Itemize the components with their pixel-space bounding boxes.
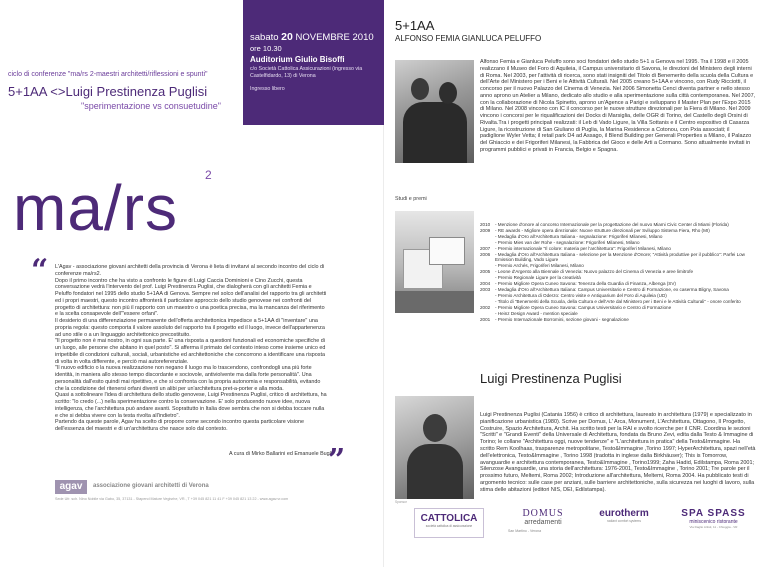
intro-paragraph: "Il progetto non è mai nostro, in ogni sua parte. E' una risposta a questioni funzionali ed economiche specifiche di un luogo, alle persone che abitano in quel posto". Si afferma il primato del contesto inteso come insieme unico ed irripetibile di condizioni culturali, sociali, urbanistiche ed architettoniche che concorrono a identificare una risposta di volta in volta differente, e perciò mai autoreferenziale. bbox=[55, 338, 326, 365]
sponsor-domus-loc: San Martino - Verona bbox=[508, 529, 542, 533]
award-year: 2001 bbox=[480, 316, 491, 322]
award-year: 2009 bbox=[480, 227, 491, 233]
agav-address: Sede Ufr. sch. Nino Nobile via Gabo, 35, 37131 - Stapend Mature Vegisrhe, VR., T +39 045 821 11 41 F +39 045 821 13 22 - www.agav.vr.com bbox=[55, 497, 289, 501]
event-venue: Auditorium Giulio Bisoffi bbox=[250, 55, 345, 64]
quote-close-icon: ” bbox=[328, 443, 346, 478]
sponsor-domus-name: DOMUS bbox=[522, 508, 564, 519]
sponsor-label: Sponsor bbox=[395, 500, 407, 504]
sponsor-eurotherm bbox=[592, 508, 656, 523]
date-suffix: NOVEMBRE 2010 bbox=[295, 32, 374, 43]
award-text: - Menzione d'onore al concorso Internazionale per la progettazione del nuovo Miami Civic Center di Miami (Florida) bbox=[495, 222, 729, 227]
sponsor-cattolica bbox=[414, 508, 484, 538]
critic-photo bbox=[395, 396, 474, 499]
founders-photo bbox=[395, 60, 474, 163]
intro-paragraph: Quasi a sottolineare l'idea di architettura dello studio genovese, Luigi Prestinenza Puglisi, critico di architettura, ha scritto: "lo credo (...) nella sperimentazione contro la conservazione. E' solo producendo nuove idee, nuova intelligenza, che l'architettura può andare avanti. Soprattutto in Italia dove sembra che non si debba toccare nulla e che si debba vivere con la testa rivolta all'indietro". bbox=[55, 392, 327, 419]
award-row bbox=[480, 317, 756, 323]
sponsor-spaspass bbox=[671, 508, 756, 529]
sponsor-cattolica-name: CATTOLICA bbox=[420, 513, 478, 524]
award-text: - RE awards - Migliore opera direzionale: Nuove strutture direzionali per Sviluppo Sistema Fiera, Rho (MI) bbox=[495, 227, 710, 233]
mars-logo-sup: 2 bbox=[205, 168, 212, 182]
award-text: - Medaglia d'Oro all'Architettura Italiana: Campus Universitario e Centro di Formazione, ex caserma Bligny, Savona bbox=[495, 286, 729, 292]
sponsor-domus bbox=[508, 508, 578, 533]
building-photo bbox=[395, 211, 474, 313]
sponsor-eurotherm-sub: radiant comfort systems bbox=[607, 519, 641, 523]
award-text: - Premio Migliore Opera Cuneo Savona: Tenenza della Guardia di Finanza, Albenga (SV) bbox=[495, 281, 676, 287]
event-free-entry: Ingresso libero bbox=[250, 86, 285, 92]
critic-bio: Luigi Prestinenza Puglisi (Catania 1956) è critico di architettura, laureato in architettura (1979) e specializzato in pianificazione urbanistica (1980). Scrive per Domus, L' Arca, Monument, L'Architettura, Ottagono, Il Progetto, Costruire, Spazio Architettura, Archit. Ha scritto testi per la RAI e svolto ricerche per il CNR. Coordina le sezioni "Scritti" e "Grandi Eventi" della Universale di Architettura, fondata da Bruno Zevi, edita dalla Testo & Immagine di Torino; le collane "Architettura oggi, nuove tendenze" e "L'architettura in pratica" della Testo&Immagine. Ha scritto Rem Koolhaas, trasparenze metropolitane, Testo&Immagine ,Torino 1997; HyperArchitettura, spazi nell'età dell'elettronica, Testo&Immagine , Torino 1998 (tradotta in inglese dalla Birkhäuser); This is Tomorrow, avanguardie e architettura contemporanea, Testo&Immagine , Torino1999; Zaha Hadid, Edilstampa, Roma 2001; Silenzose Avanguardie, una storia dell'architettura: 1976-2001, Testo&Immagine , Torino 2001; Tre parole per il prossimo futuro, Meltemi, Roma 2002; Introduzione all'architettura, Meltemi, Roma 2004. Ha pubblicato testi di argomento tecnico: sulle case per anziani, sulle barriere architettoniche, sulla sicurezza nei luoghi di lavoro, sulla stima delle abitazioni (editori NIS, DEI, Edilstampa). bbox=[480, 412, 756, 493]
award-year: 2005 bbox=[480, 269, 491, 275]
award-text: - Premio internazionale "Il colore: materia per l'architettura": Frigoriferi Milanesi, Milano bbox=[495, 245, 671, 251]
award-year: 2007 bbox=[480, 245, 491, 251]
intro-paragraph: L'Agav - associazione giovani architetti della provincia di Verona è lieta di invitarvi al secondo incontro del ciclo di conferenze ma/rs2. bbox=[55, 264, 325, 277]
sponsor-cattolica-sub: società cattolica di assicurazione bbox=[425, 524, 473, 528]
intro-paragraph: Il desiderio di una differenziazione permanente dell'offerta architettonica impedisce a 5+1AA di "inventare" una propria regola: questo comporta il valore assoluto del rapporto tra il progetto ed il luogo, invece dell'appartenenza ad uno stile o a un linguaggio architettonico precostituito. bbox=[55, 318, 325, 338]
credits: A cura di Mirko Ballarini ed Emanuele Bugli bbox=[229, 451, 333, 457]
awards-list bbox=[480, 222, 756, 322]
award-text: - Premio Migliore Opera Cuneo Savona: Campus Universitario e Centro di Formazione bbox=[495, 304, 672, 310]
mars-logo: ma/rs bbox=[13, 172, 178, 244]
award-text: - Premio Mies van der Rohe - segnalazione: Frigoriferi Milanesi, Milano bbox=[495, 239, 640, 245]
award-text: - Medaglia d'Oro all'Architettura Italiana - segnalazione: Frigoriferi Milanesi, Milano bbox=[495, 233, 663, 239]
award-row bbox=[480, 252, 756, 264]
award-text: - Titolo di "Benemeriti della Scuola, della Cultura e dell'Arte dal Ministero per i Beni e le Attività Culturali" - onore conferito bbox=[495, 298, 741, 304]
intro-paragraph: Dopo il primo incontro che ha visto a confronto le figure di Luigi Caccia Dominioni e Cino Zucchi, questa conversazione vedrà l'intervento del prof. Luigi Prestinenza Puglisi, che dialogherà con gli architetti Femia e Peluffo fondatori nel 1995 dello studio 5+1AA di Genova. Sempre nel solco dell'analisi del rapporto tra gli architetti ed i propri maestri, questo incontro affronterà il particolare approccio dello studio genovese nei confronti del progetto di architettura: non più il rapporto con un maestro o una poetica precisa, ma la mancanza del riferimento e la scelta consapevole dell'"essere orfani". bbox=[55, 277, 327, 318]
award-year: 2010 bbox=[480, 222, 491, 227]
studio-founders: ALFONSO FEMIA GIANLUCA PELUFFO bbox=[395, 34, 542, 43]
award-text: - Premio Regionale Ligure per la creatività bbox=[495, 275, 581, 281]
event-date bbox=[250, 31, 374, 43]
critic-name: Luigi Prestinenza Puglisi bbox=[480, 371, 622, 386]
agav-name: associazione giovani architetti di Verona bbox=[93, 483, 209, 489]
intro-text bbox=[55, 264, 327, 433]
sponsor-eurotherm-name: eurotherm bbox=[599, 508, 649, 519]
award-year: 2003 bbox=[480, 286, 491, 292]
event-address: c/o Società Cattolica Assicurazioni (ingresso via Castelfidardo, 13) di Verona bbox=[250, 66, 363, 79]
award-text: - Leone d'Argento alla Biennale di Venezia: Nuovo palazzo del Cinema di Venezia e aree limitrofe bbox=[495, 269, 694, 275]
event-hour: ore 10.30 bbox=[250, 44, 282, 53]
sponsor-spaspass-sub: miniscenico ristorante bbox=[689, 519, 738, 525]
page-title: 5+1AA <>Luigi Prestinenza Puglisi bbox=[8, 84, 208, 99]
intro-paragraph: "Il nuovo edificio o la nuova realizzazione non negano il luogo ma lo trascendono, confrondogli una più forte identità, in maniera allo stesso tempo discordante e sociovole, antiviolvente ma dalla forte personalità". Una personalità dall'esito quindi mai ripetitivo, e che si confronta con la propria autonomia e responsabilità, evitando che la condizione del ritenersi orfani diventi un alibi per un'architettura pret-a-porter e alla moda. bbox=[55, 365, 321, 392]
awards-title: Studi e premi bbox=[395, 196, 427, 202]
studio-title: 5+1AA bbox=[395, 18, 435, 33]
award-year: 2004 bbox=[480, 281, 491, 287]
date-prefix: sabato bbox=[250, 32, 279, 43]
date-day: 20 bbox=[281, 31, 293, 43]
award-text: - Premio Internazionale Borromini, sezione giovani - segnalazione bbox=[495, 316, 629, 322]
award-text: - Premio Archés, Frigoriferi Milanesi, Milano bbox=[495, 263, 584, 269]
conference-cycle: ciclo di conferenze "ma/rs 2-maestri architetti/riflessioni e spunti" bbox=[8, 71, 208, 78]
award-text: - Heinz Design Award - mention speciale bbox=[495, 310, 578, 316]
quote-open-icon: “ bbox=[31, 253, 49, 288]
intro-paragraph: Partendo da queste parole, Agav ha scelto di proporre come secondo incontro questa particolare visione dell'essenza del maestri e di un'architettura che nasce solo dal contesto. bbox=[55, 419, 305, 432]
page-subtitle: "sperimentazione vs consuetudine" bbox=[81, 101, 221, 111]
award-year: 2006 bbox=[480, 251, 491, 257]
agav-logo: agav bbox=[55, 480, 87, 494]
award-year: 2002 bbox=[480, 304, 491, 310]
studio-bio: Alfonso Femia e Gianluca Peluffo sono soci fondatori dello studio 5+1 a Genova nel 1995. Tra il 1998 e il 2005 realizzano il Museo del Foro di Aquileia, il Campus universitario di Savona, le direzioni del Ministero degli interni di Roma. Nel 2003, per l'attività di ricerca, sono stati insigniti del Titolo di Benemerito della scuola della Cultura e dell'Arte del Ministero per i Beni e le Attività Culturali. Nel 2005 creano 5+1AA e vincono, con Rudy Ricciotti, il concorso per il nuovo Palazzo del Cinema di Venezia. Nel 2006 Simonetta Cenci diventa partner e nello stesso anno aprono un Atelier a Milano, dedicato allo studio e alla sperimentazione sulla città contemporanea. Nel 2007, con la collaborazione di Nicola Spinetto, aprono un'Agence a Parigi e sviluppano il Master Plan per l'Expo 2015 di Milano. Nel 2008 vincono con IC il concorso per le nuove strutture direzionali per la Fiera di Milano. Nel 2009 vincono i concorsi per le riqualificazioni dei Docks di Marsiglia, delle OGR di Torino, del Castello degli Orsini di Rivalta.Tra i progetti principali realizzati: il Leb di Vado Ligure, la Villa Sottanis e il Centro espositivo di Casarza Ligure, la ricostruzione di San Giuliano di Puglia, la Marina Residence a Cotonou, con Pxia associati; il padiglione Wyler Vetta; il retail park D4 ad Assago, il Blend Building per Generali Properties a Milano, il Palazzo del Ghiaccio e dei Frigoriferi Milanesi, la Fabbrica del Gioco e delle Arti a Cormano. Sono attualmente invitati in programmi pubblici e privati in Francia, Belgio e Spagna. bbox=[480, 59, 756, 153]
sponsor-domus-sub: arredamenti bbox=[524, 519, 562, 526]
sponsor-spaspass-addr: Via Daglio Artisti, 11 - Chioggia - VR bbox=[689, 525, 738, 529]
award-text: - Medaglia d'Oro all'Architettura Italiana - selezione per la Menzione d'Onore; "Attività produttive per il pubblico": Parfei Low Emission Building, Vado Ligure bbox=[495, 251, 745, 263]
sponsor-spaspass-name: SPA SPASS bbox=[681, 508, 746, 519]
award-text: - Premio Architettura di Oderzo: Centro visite e Antiquarium del Foro di Aquileia (UD) bbox=[495, 292, 667, 298]
